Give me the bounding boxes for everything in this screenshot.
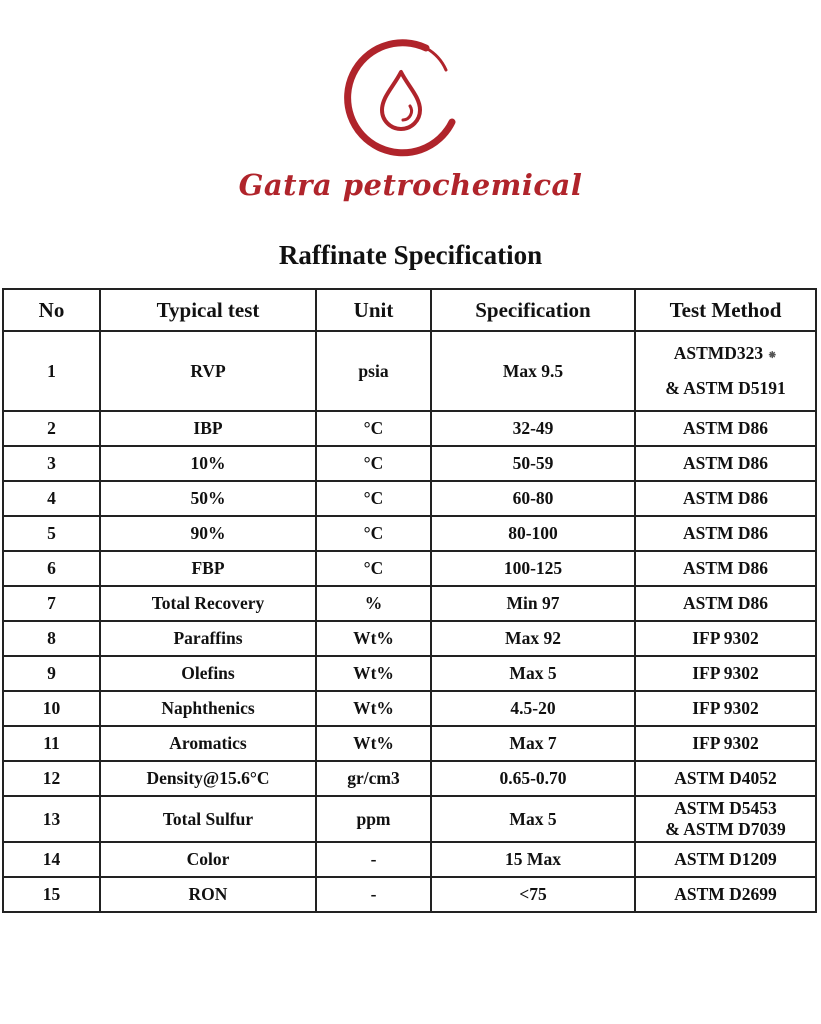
cell-no: 7 [3,586,100,621]
cell-test: Total Sulfur [100,796,316,842]
cell-spec: 50-59 [431,446,635,481]
cell-test: RVP [100,331,316,411]
cell-spec: 32-49 [431,411,635,446]
cell-spec: 100-125 [431,551,635,586]
specification-table [2,288,817,913]
cell-method: IFP 9302 [635,621,816,656]
cell-no: 6 [3,551,100,586]
cell-unit: - [316,877,431,912]
table-row [3,446,816,481]
cell-method: ASTM D1209 [635,842,816,877]
cell-unit: - [316,842,431,877]
cell-unit: gr/cm3 [316,761,431,796]
method-line: & ASTM D7039 [665,819,786,839]
cell-test: RON [100,877,316,912]
cell-no: 3 [3,446,100,481]
cell-method: ASTM D86 [635,446,816,481]
column-header-test-method: Test Method [635,289,816,331]
table-row [3,481,816,516]
cell-method: IFP 9302 [635,656,816,691]
brand-name: Gatra petrochemical [238,168,583,202]
cell-unit: % [316,586,431,621]
cell-spec: <75 [431,877,635,912]
cell-test: Color [100,842,316,877]
table-row [3,586,816,621]
method-line: ASTM D5453 [674,798,777,818]
cell-unit: ppm [316,796,431,842]
cell-no: 4 [3,481,100,516]
table-row [3,877,816,912]
cell-test: Aromatics [100,726,316,761]
cell-method: ASTM D86 [635,481,816,516]
table-row [3,411,816,446]
cell-unit: °C [316,411,431,446]
cell-unit: Wt% [316,726,431,761]
cell-test: Naphthenics [100,691,316,726]
cell-test: Paraffins [100,621,316,656]
cell-method: ASTM D86 [635,586,816,621]
cell-no: 12 [3,761,100,796]
cell-method: IFP 9302 [635,691,816,726]
table-row [3,331,816,411]
cell-method: ASTM D86 [635,411,816,446]
cell-method: ASTM D2699 [635,877,816,912]
cell-unit: °C [316,481,431,516]
column-header-unit: Unit [316,289,431,331]
cell-test: 90% [100,516,316,551]
cell-spec: 80-100 [431,516,635,551]
table-row [3,842,816,877]
cell-no: 14 [3,842,100,877]
table-row [3,691,816,726]
cell-spec: 4.5-20 [431,691,635,726]
cell-no: 2 [3,411,100,446]
cell-test: Total Recovery [100,586,316,621]
cell-spec: 0.65-0.70 [431,761,635,796]
method-line: & ASTM D5191 [665,378,786,398]
cell-spec: 60-80 [431,481,635,516]
method-line [640,343,811,378]
cell-no: 15 [3,877,100,912]
cell-no: 5 [3,516,100,551]
cell-spec: Max 92 [431,621,635,656]
cell-method [635,331,816,411]
page-title: Raffinate Specification [278,240,543,270]
cell-no: 10 [3,691,100,726]
cell-unit: Wt% [316,621,431,656]
table-row [3,621,816,656]
cell-method [635,796,816,842]
column-header-specification: Specification [431,289,635,331]
cell-test: 50% [100,481,316,516]
table-row [3,726,816,761]
cell-spec: Max 5 [431,796,635,842]
cell-no: 9 [3,656,100,691]
cell-unit: °C [316,516,431,551]
cell-method: IFP 9302 [635,726,816,761]
cell-spec: Max 9.5 [431,331,635,411]
cell-no: 11 [3,726,100,761]
cell-unit: psia [316,331,431,411]
cell-spec: Max 7 [431,726,635,761]
cell-no: 1 [3,331,100,411]
cell-method: ASTM D86 [635,551,816,586]
cell-unit: Wt% [316,656,431,691]
table-row [3,761,816,796]
method-text: ASTMD323 [673,343,764,363]
cell-test: Density@15.6°C [100,761,316,796]
cell-unit: °C [316,446,431,481]
column-header-typical-test: Typical test [100,289,316,331]
table-row [3,551,816,586]
cell-method: ASTM D4052 [635,761,816,796]
cell-no: 13 [3,796,100,842]
cell-unit: °C [316,551,431,586]
cell-method: ASTM D86 [635,516,816,551]
cell-no: 8 [3,621,100,656]
table-header-row [3,289,816,331]
column-header-no: No [3,289,100,331]
cell-test: Olefins [100,656,316,691]
cell-test: IBP [100,411,316,446]
asterisk-mark: ⁕ [767,348,778,362]
cell-test: FBP [100,551,316,586]
cell-unit: Wt% [316,691,431,726]
table-row [3,796,816,842]
cell-spec: Max 5 [431,656,635,691]
cell-test: 10% [100,446,316,481]
table-row [3,656,816,691]
cell-spec: 15 Max [431,842,635,877]
table-row [3,516,816,551]
cell-spec: Min 97 [431,586,635,621]
